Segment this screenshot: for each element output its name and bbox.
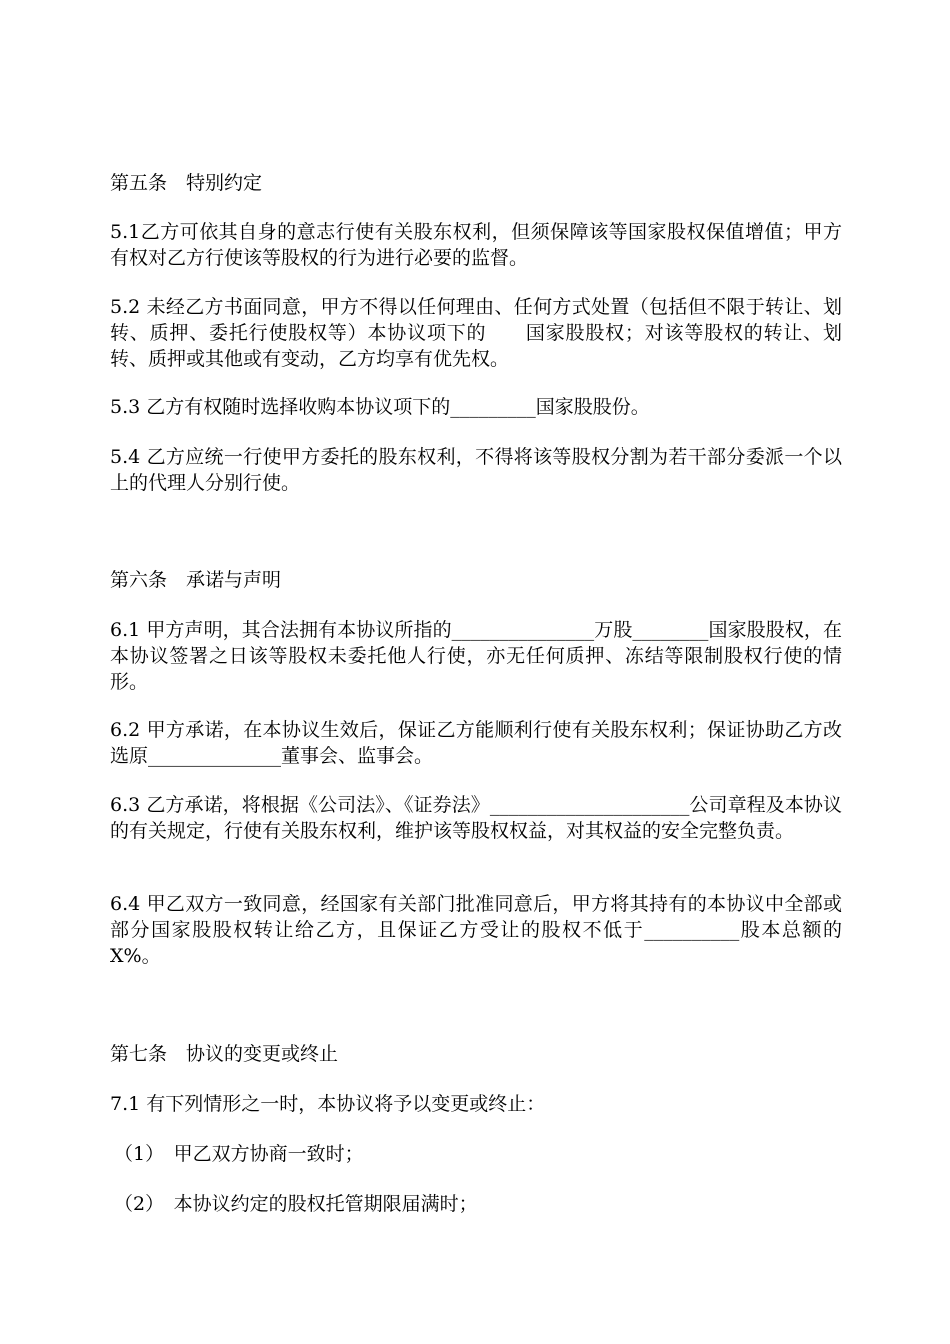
section-7-heading: 第七条 协议的变更或终止 bbox=[110, 1043, 339, 1065]
document-page bbox=[110, 0, 842, 1344]
clause-6-2: 6.2 甲方承诺，在本协议生效后，保证乙方能顺利行使有关股东权利；保证协助乙方改选原______________董事会、监事会。 bbox=[110, 719, 842, 767]
section-6-heading: 第六条 承诺与声明 bbox=[110, 569, 282, 591]
clause-7-1: 7.1 有下列情形之一时，本协议将予以变更或终止： bbox=[110, 1093, 546, 1115]
clause-5-3: 5.3 乙方有权随时选择收购本协议项下的_________国家股股份。 bbox=[110, 396, 650, 418]
list-item: （1） 甲乙双方协商一致时； bbox=[114, 1143, 364, 1165]
clause-6-3: 6.3 乙方承诺，将根据《公司法》、《证券法》_____________________公司章程及本协议的有关规定，行使有关股东权利，维护该等股权权益，对其权益的安全完整负责。 bbox=[110, 794, 842, 842]
clause-6-1: 6.1 甲方声明，其合法拥有本协议所指的_______________万股________国家股股权，在本协议签署之日该等股权未委托他人行使，亦无任何质押、冻结等限制股权行使的情形。 bbox=[110, 619, 842, 693]
clause-6-4: 6.4 甲乙双方一致同意，经国家有关部门批准同意后，甲方将其持有的本协议中全部或部分国家股股权转让给乙方，且保证乙方受让的股权不低于__________股本总额的X%。 bbox=[110, 893, 842, 967]
clause-5-4: 5.4 乙方应统一行使甲方委托的股东权利，不得将该等股权分割为若干部分委派一个以上的代理人分别行使。 bbox=[110, 446, 842, 494]
clause-5-1: 5.1乙方可依其自身的意志行使有关股东权利，但须保障该等国家股权保值增值；甲方有权对乙方行使该等股权的行为进行必要的监督。 bbox=[110, 221, 842, 269]
list-item: （2） 本协议约定的股权托管期限届满时； bbox=[114, 1193, 478, 1215]
section-5-heading: 第五条 特别约定 bbox=[110, 172, 263, 194]
clause-5-2: 5.2 未经乙方书面同意，甲方不得以任何理由、任何方式处置（包括但不限于转让、划转、质押、委托行使股权等）本协议项下的 国家股股权；对该等股权的转让、划转、质押或其他或有变动，乙方均享有优先权。 bbox=[110, 296, 842, 370]
